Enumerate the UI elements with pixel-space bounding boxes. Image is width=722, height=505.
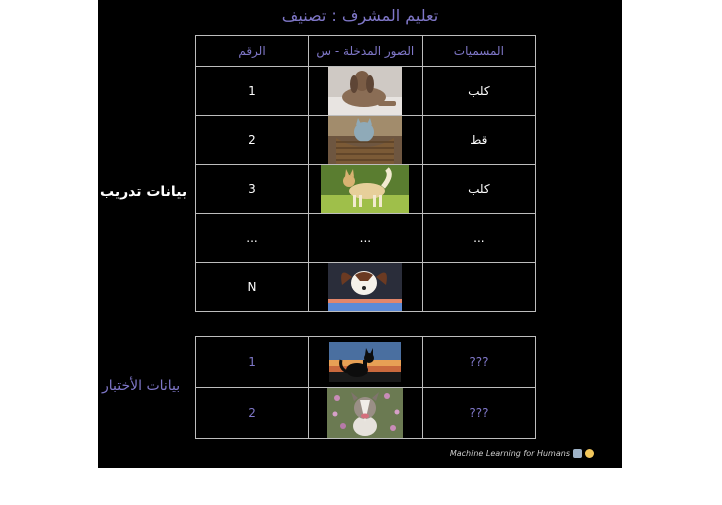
row-number: ... (196, 214, 309, 263)
test-table (195, 336, 536, 439)
header-row (196, 36, 536, 67)
label-cell (422, 116, 535, 165)
header-number: الرقم (196, 36, 309, 67)
dog-on-grass-photo (321, 165, 409, 213)
table-row (196, 337, 536, 388)
image-cell (309, 116, 423, 165)
image-cell (309, 388, 423, 439)
row-number: 1 (196, 337, 309, 388)
header-input-images: الصور المدخلة - س (309, 36, 423, 67)
row-label: كلب (468, 84, 490, 98)
row-number: 1 (196, 67, 309, 116)
slide (98, 0, 622, 468)
table-row (196, 263, 536, 312)
training-data-label: بيانات تدريب (100, 184, 188, 200)
row-label: ??? (469, 355, 489, 369)
row-number: N (196, 263, 309, 312)
label-cell (422, 214, 535, 263)
cat-silhouette-sunset-photo (329, 342, 401, 382)
table-row (196, 388, 536, 439)
kitten-in-basket-photo (328, 116, 402, 164)
robot-emoji-icon (573, 449, 582, 458)
test-data-label: بيانات الأختبار (102, 378, 181, 394)
label-cell (422, 263, 535, 312)
image-cell: ... (309, 214, 423, 263)
label-cell (422, 337, 535, 388)
baby-emoji-icon (585, 449, 594, 458)
papillon-dog-photo (328, 263, 402, 311)
label-cell (422, 67, 535, 116)
image-cell (309, 337, 423, 388)
image-cell (309, 263, 423, 312)
image-cell (309, 67, 423, 116)
pitbull-in-flowers-photo (327, 388, 403, 438)
row-label: قط (470, 133, 488, 147)
row-label: ??? (469, 406, 489, 420)
row-label: كلب (468, 182, 490, 196)
header-labels: المسميات (422, 36, 535, 67)
table-row (196, 214, 536, 263)
table-row (196, 116, 536, 165)
image-cell (309, 165, 423, 214)
row-number: 2 (196, 116, 309, 165)
table-row (196, 67, 536, 116)
label-cell (422, 165, 535, 214)
dog-lying-photo (328, 67, 402, 115)
table-row (196, 165, 536, 214)
row-label: ... (473, 231, 485, 245)
row-number: 2 (196, 388, 309, 439)
row-number: 3 (196, 165, 309, 214)
training-table (195, 35, 536, 312)
label-cell (422, 388, 535, 439)
credit (450, 449, 594, 458)
credit-text: Machine Learning for Humans (449, 449, 570, 458)
slide-title: تعليم المشرف : تصنيف (281, 6, 439, 25)
